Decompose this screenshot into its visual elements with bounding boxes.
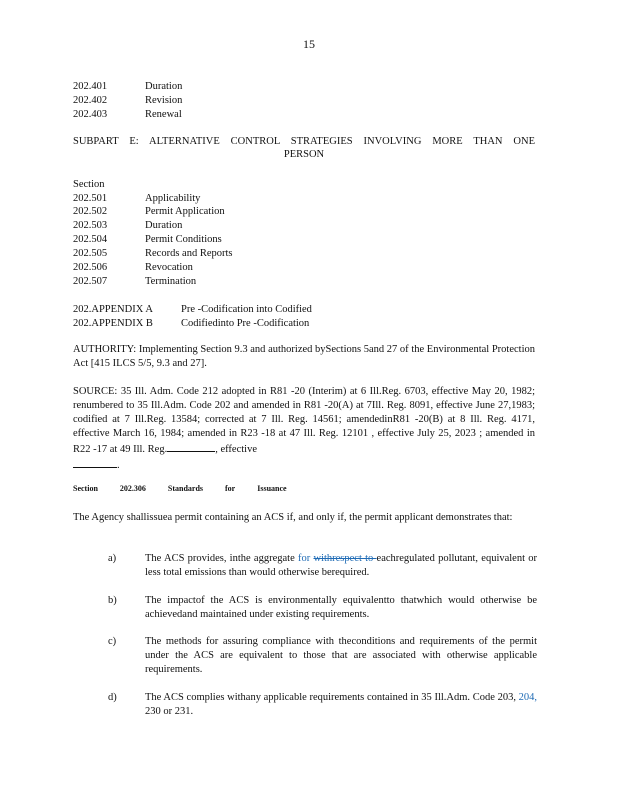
appendix-number: 202.APPENDIX A (73, 304, 153, 315)
section-heading-word: Issuance (257, 484, 287, 493)
source-effective: , effective (215, 444, 257, 455)
item-text-post: eachregulated pollutant, equivalent or less total emissions than would otherwise berequired. (145, 553, 538, 578)
section-number: 202.403 (73, 109, 108, 120)
item-text-pre: The ACS complies withany applicable requirements contained in 35 Ill.Adm. Code 203, (145, 692, 519, 703)
toc-row (73, 94, 182, 107)
item-label: c) (108, 636, 117, 647)
page-number: 15 (303, 37, 315, 51)
section-title: Renewal (145, 109, 182, 120)
inserted-text: 204, (518, 692, 537, 703)
inserted-text: for (297, 553, 314, 564)
section-heading (73, 484, 309, 493)
toc-row (73, 108, 182, 121)
section-number: 202.402 (73, 95, 108, 106)
section-title: Permit Application (145, 206, 225, 217)
item-label: b) (108, 595, 117, 606)
subpart-heading (73, 135, 535, 161)
section-title: Revision (145, 95, 183, 106)
toc-row (73, 275, 196, 288)
section-number: 202.503 (73, 220, 108, 231)
appendix-row (73, 317, 309, 330)
item-text: The methods for assuring compliance with theconditions and requirements of the permit under the ACS are equivalent to those that are associated with otherwise applicable requirements. (145, 636, 537, 675)
toc-row (73, 192, 200, 205)
section-number: 202.502 (73, 206, 108, 217)
toc-row (73, 247, 232, 260)
toc-row (73, 233, 222, 246)
section-heading-word: Section (73, 484, 98, 493)
section-heading-word: for (225, 484, 236, 493)
deleted-text: withrespect to (313, 553, 377, 564)
item-text (145, 691, 537, 719)
section-title: Termination (145, 276, 197, 287)
section-title: Records and Reports (145, 248, 233, 259)
section-title: Duration (145, 220, 183, 231)
section-title: Duration (145, 81, 183, 92)
section-number: 202.506 (73, 262, 108, 273)
section-title: Permit Conditions (145, 234, 222, 245)
blank-line (73, 457, 117, 468)
subpart-heading-line1: SUBPART E: ALTERNATIVE CONTROL STRATEGIES INVOLVING MORE THAN ONE (73, 136, 535, 147)
item-text-pre: The ACS provides, inthe aggregate (145, 553, 298, 564)
item-label: d) (108, 692, 117, 703)
item-label: a) (108, 553, 117, 564)
item-text-post: 230 or 231. (145, 706, 194, 717)
source-text: SOURCE: 35 Ill. Adm. Code 212 adopted in R81 -20 (Interim) at 6 Ill.Reg. 6703, effective May 20, 1982; renumbered to 35 Ill.Adm. Code 202 and amended in R81 -20(A) at 7Ill. Reg. 8091, effective June 27,1983; codified at 7 Ill.Reg. 13584; corrected at 7 Ill. Reg. 14561; amendedinR81 -20(B) at 8 Ill. Reg. 4171, effective March 16, 1984; amended in R23 -18 at 47 Ill. Reg. 12101 , effective July 25, 2023 ; amended in R22 -17 at 49 Ill. Reg. (73, 386, 535, 455)
appendix-title: Pre -Codification into Codified (181, 304, 312, 315)
toc-row (73, 80, 182, 93)
source-end: . (117, 460, 120, 471)
section-heading-number: 202.306 (119, 484, 146, 493)
toc-row (73, 205, 225, 218)
section-title: Revocation (145, 262, 193, 273)
subpart-heading-line2: PERSON (283, 149, 325, 160)
appendix-row (73, 303, 312, 316)
section-number: 202.501 (73, 193, 108, 204)
intro-paragraph: The Agency shallissuea permit containing an ACS if, and only if, the permit applicant demonstrates that: (73, 512, 513, 523)
appendix-title: Codifiedinto Pre -Codification (181, 318, 310, 329)
authority-note: AUTHORITY: Implementing Section 9.3 and authorized bySections 5and 27 of the Environmental Protection Act [415 ILCS 5/5, 9.3 and 27]. (73, 344, 535, 369)
section-number: 202.504 (73, 234, 108, 245)
blank-line (167, 441, 215, 452)
toc-row (73, 219, 182, 232)
section-number: 202.401 (73, 81, 108, 92)
section-label: Section (73, 179, 105, 190)
section-number: 202.507 (73, 276, 108, 287)
item-text: The impactof the ACS is environmentally equivalentto thatwhich would otherwise be achievedand maintained under existing requirements. (145, 595, 537, 620)
toc-row (73, 261, 193, 274)
section-number: 202.505 (73, 248, 108, 259)
source-note (73, 385, 535, 473)
appendix-number: 202.APPENDIX B (73, 318, 153, 329)
item-text (145, 552, 537, 580)
section-title: Applicability (145, 193, 201, 204)
section-heading-word: Standards (167, 484, 204, 493)
